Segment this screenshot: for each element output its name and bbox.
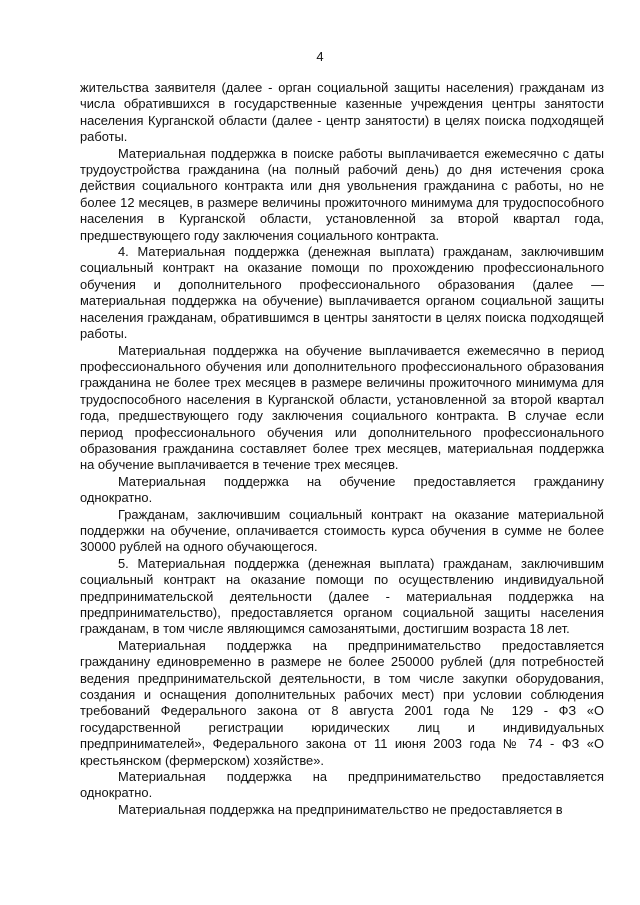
document-body xyxy=(80,80,604,818)
paragraph: Материальная поддержка на предпринимательство предоставляется однократно. xyxy=(80,769,604,801)
paragraph: Материальная поддержка в поиске работы выплачивается ежемесячно с даты трудоустройства гражданина (на полный рабочий день) до дня истечения срока действия социального контракта или дня увольнения гражданина с работы, но не более 12 месяцев, в размере величины прожиточного минимума для трудоспособного населения в Курганской области, установленной за второй квартал года, предшествующего году заключения социального контракта. xyxy=(80,145,604,243)
paragraph: Материальная поддержка на предпринимательство предоставляется гражданину единовременно в размере не более 250000 рублей (для потребностей ведения предпринимательской деятельности, в том числе закупки оборудования, создания и оснащения дополнительных рабочих мест) при условии соблюдения требований Федерального закона от 8 августа 2001 года № 129 - ФЗ «О государственной регистрации юридических лиц и индивидуальных предпринимателей», Федерального закона от 11 июня 2003 года № 74 - ФЗ «О крестьянском (фермерском) хозяйстве». xyxy=(80,637,604,768)
page-number: 4 xyxy=(316,49,324,64)
paragraph: Материальная поддержка на обучение предоставляется гражданину однократно. xyxy=(80,473,604,506)
paragraph: Гражданам, заключившим социальный контракт на оказание материальной поддержки на обучение, оплачивается стоимость курса обучения в сумме не более 30000 рублей на одного обучающегося. xyxy=(80,506,604,555)
paragraph: Материальная поддержка на обучение выплачивается ежемесячно в период профессионального обучения или дополнительного профессионального образования гражданина не более трех месяцев в размере величины прожиточного минимума для трудоспособного населения в Курганской области, установленной за второй квартал года, предшествующего году заключения социального контракта. В случае если период профессионального обучения или дополнительного профессионального образования гражданина составляет более трех месяцев, материальная поддержка на обучение выплачивается в течение трех месяцев. xyxy=(80,342,604,473)
paragraph: жительства заявителя (далее - орган социальной защиты населения) гражданам из числа обратившихся в государственные казенные учреждения центры занятости населения Курганской области (далее - центр занятости) в целях поиска подходящей работы. xyxy=(80,80,604,145)
paragraph: 4. Материальная поддержка (денежная выплата) гражданам, заключившим социальный контракт на оказание помощи по прохождению профессионального обучения и дополнительного профессионального образования (далее — материальная поддержка на обучение) выплачивается органом социальной защиты населения гражданам, обратившимся в центры занятости в целях поиска подходящей работы. xyxy=(80,244,604,342)
paragraph: Материальная поддержка на предпринимательство не предоставляется в xyxy=(118,801,563,817)
paragraph: 5. Материальная поддержка (денежная выплата) гражданам, заключившим социальный контракт на оказание помощи по осуществлению индивидуальной предпринимательской деятельности (далее - материальная поддержка на предпринимательство), предоставляется органом социальной защиты населения гражданам, в том числе являющимся самозанятыми, достигшим возраста 18 лет. xyxy=(80,555,604,637)
